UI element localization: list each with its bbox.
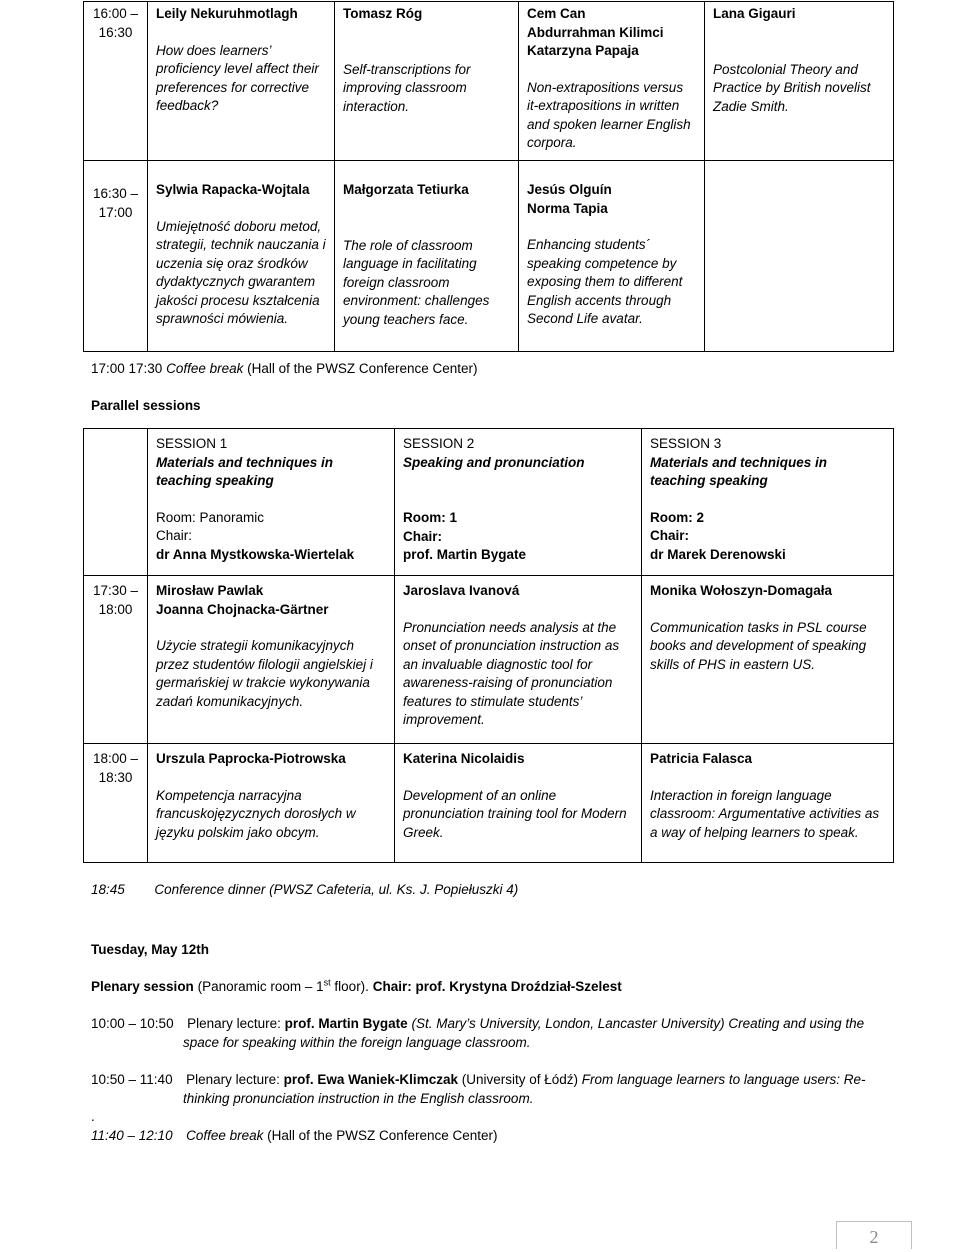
session-theme: Speaking and pronunciation [403, 454, 585, 470]
talk-title: How does learners’ proficiency level affect their preferences for corrective feedback? [156, 42, 319, 113]
parallel-sessions-table [83, 428, 894, 863]
session-chair: prof. Martin Bygate [403, 547, 527, 562]
talk-title: Non-extrapositions versus it-extrapositions in written and spoken learner English corpora. [527, 79, 691, 150]
coffee-break-label: Coffee break [166, 361, 244, 376]
empty-cell [84, 429, 148, 576]
lecture-title-cont: thinking pronunciation instruction in the English classroom. [183, 1091, 534, 1106]
speaker-name: Cem Can [527, 6, 586, 21]
plenary-chair-label: Chair: [372, 979, 412, 994]
speaker-name: Jesús Olguín [527, 182, 612, 197]
session-room: Room: 2 [650, 509, 704, 525]
talk-cell [642, 744, 894, 863]
talk-title: Kompetencja narracyjna francuskojęzycznych dorosłych w języku polskim jako obcym. [156, 787, 356, 840]
schedule-table-top [83, 1, 894, 352]
lecture-time: 10:50 – 11:40 [91, 1072, 173, 1087]
talk-cell [335, 2, 519, 161]
time-cell [84, 576, 148, 744]
talk-cell [395, 744, 642, 863]
talk-cell [395, 576, 642, 744]
talk-title: Self-transcriptions for improving classroom interaction. [343, 61, 471, 114]
session-theme: Materials and techniques in teaching speaking [650, 454, 828, 488]
lecture-title: Creating and using the [728, 1016, 865, 1031]
plenary-chair: prof. Krystyna Droździał-Szelest [415, 979, 622, 994]
talk-cell [519, 2, 705, 161]
day-heading: Tuesday, May 12th [91, 942, 210, 957]
speaker-name: Urszula Paprocka-Piotrowska [156, 751, 346, 766]
table-row [84, 576, 894, 744]
lecture-title: From language learners to language users: Re- [581, 1072, 866, 1087]
speaker-name: Abdurrahman Kilimci [527, 24, 664, 40]
talk-cell [148, 2, 335, 161]
empty-cell [705, 161, 894, 352]
coffee-break-place: (Hall of the PWSZ Conference Center) [267, 1128, 498, 1143]
coffee-break-line [91, 360, 478, 379]
plenary-session-line [91, 978, 622, 997]
talk-cell [705, 2, 894, 161]
time-end: 17:00 [98, 204, 133, 220]
lecture-time: 10:00 – 10:50 [91, 1016, 174, 1031]
talk-title: Pronunciation needs analysis at the onset of pronunciation instruction as an invaluable diagnostic tool for awareness-raising of pronunciation features to stimulate students’ improvement. [403, 619, 620, 727]
plenary-room-sup: st [323, 977, 331, 988]
talk-cell [148, 161, 335, 352]
speaker-name: Mirosław Pawlak [156, 583, 264, 598]
lecture-kind: Plenary lecture: [187, 1016, 281, 1031]
session-theme: Materials and techniques in teaching speaking [156, 454, 334, 488]
session-name: SESSION 1 [156, 436, 228, 451]
session-name: SESSION 2 [403, 436, 475, 451]
speaker-name: Norma Tapia [527, 200, 608, 216]
dinner-text: Conference dinner (PWSZ Cafeteria, ul. Ks. J. Popiełuszki 4) [154, 882, 519, 897]
talk-cell [642, 576, 894, 744]
talk-cell [148, 576, 395, 744]
time-start: 18:00 – [92, 751, 139, 766]
session-header [395, 429, 642, 576]
lecture-speaker: prof. Ewa Waniek-Klimczak [283, 1072, 458, 1087]
talk-cell [335, 161, 519, 352]
time-end: 18:00 [98, 601, 133, 617]
session-chair-label: Chair: [650, 528, 690, 543]
time-end: 16:30 [98, 24, 133, 40]
plenary-room: (Panoramic room – 1 [197, 979, 324, 994]
table-row [84, 2, 894, 161]
speaker-name: Monika Wołoszyn-Domagała [650, 583, 833, 598]
time-start: 16:00 – [92, 6, 139, 21]
session-room: Room: Panoramic [156, 509, 265, 525]
speaker-name: Małgorzata Tetiurka [343, 182, 469, 197]
lecture-line [91, 1071, 865, 1090]
session-chair-label: Chair: [156, 528, 193, 543]
talk-title: Interaction in foreign language classroom: Argumentative activities as a way of helping learners to speak. [650, 787, 880, 840]
talk-title: Postcolonial Theory and Practice by British novelist Zadie Smith. [713, 61, 871, 114]
talk-title: Użycie strategii komunikacyjnych przez studentów filologii angielskiej i germańskiej w trakcie wykonywania zadań komunikacyjnych. [156, 638, 373, 709]
session-chair-label: Chair: [403, 528, 443, 544]
session-room: Room: 1 [403, 510, 457, 525]
coffee-break-place: (Hall of the PWSZ Conference Center) [247, 361, 478, 376]
session-name: SESSION 3 [650, 436, 722, 451]
time-cell [84, 161, 148, 352]
coffee-break-line [91, 1127, 498, 1146]
talk-title: Development of an online pronunciation training tool for Modern Greek. [403, 787, 627, 840]
talk-cell [519, 161, 705, 352]
stray-dot: . [91, 1109, 95, 1124]
time-end: 18:30 [98, 769, 133, 785]
talk-title: Enhancing students´ speaking competence by exposing them to different English accents through Second Life avatar. [527, 237, 683, 326]
speaker-name: Jaroslava Ivanová [403, 583, 520, 598]
plenary-room-post: floor). [334, 979, 369, 994]
speaker-name: Leily Nekuruhmotlagh [156, 6, 298, 21]
lecture-title-cont: space for speaking within the foreign language classroom. [183, 1035, 531, 1050]
time-start: 16:30 – [92, 186, 139, 201]
session-chair: dr Marek Derenowski [650, 546, 786, 562]
dinner-line [91, 881, 518, 900]
talk-cell [148, 744, 395, 863]
talk-title: Umiejętność doboru metod, strategii, technik nauczania i uczenia się oraz środków dydaktycznych gwarantem jakości procesu kształcenia sprawności mówienia. [156, 218, 326, 326]
lecture-affiliation: (St. Mary’s University, London, Lancaster University) [411, 1016, 725, 1031]
session-header [642, 429, 894, 576]
speaker-name: Katerina Nicolaidis [403, 751, 525, 766]
coffee-break-time: 11:40 – 12:10 [91, 1128, 173, 1143]
dinner-time: 18:45 [91, 882, 125, 897]
speaker-name: Tomasz Róg [343, 6, 423, 21]
coffee-break-label: Coffee break [186, 1128, 264, 1143]
parallel-sessions-heading: Parallel sessions [91, 398, 201, 413]
time-start: 17:30 – [92, 583, 139, 598]
lecture-speaker: prof. Martin Bygate [284, 1016, 408, 1031]
speaker-name: Sylwia Rapacka-Wojtala [156, 182, 310, 197]
session-chair: dr Anna Mystkowska-Wiertelak [156, 546, 355, 562]
sessions-header-row [84, 429, 894, 576]
session-header [148, 429, 395, 576]
speaker-name: Joanna Chojnacka-Gärtner [156, 601, 329, 617]
lecture-line [91, 1015, 864, 1034]
lecture-affiliation: (University of Łódź) [461, 1072, 579, 1087]
speaker-name: Katarzyna Papaja [527, 43, 639, 58]
lecture-kind: Plenary lecture: [186, 1072, 280, 1087]
talk-title: The role of classroom language in facilitating foreign classroom environment: challenges young teachers face. [343, 237, 490, 327]
table-row [84, 744, 894, 863]
talk-title: Communication tasks in PSL course books and development of speaking skills of PHS in eastern US. [650, 619, 867, 672]
time-cell [84, 744, 148, 863]
page-number: 2 [836, 1221, 912, 1249]
plenary-session-label: Plenary session [91, 979, 194, 994]
table-row [84, 161, 894, 352]
coffee-break-time: 17:00 17:30 [91, 361, 163, 376]
speaker-name: Lana Gigauri [713, 6, 796, 21]
time-cell [84, 2, 148, 161]
speaker-name: Patricia Falasca [650, 751, 753, 766]
